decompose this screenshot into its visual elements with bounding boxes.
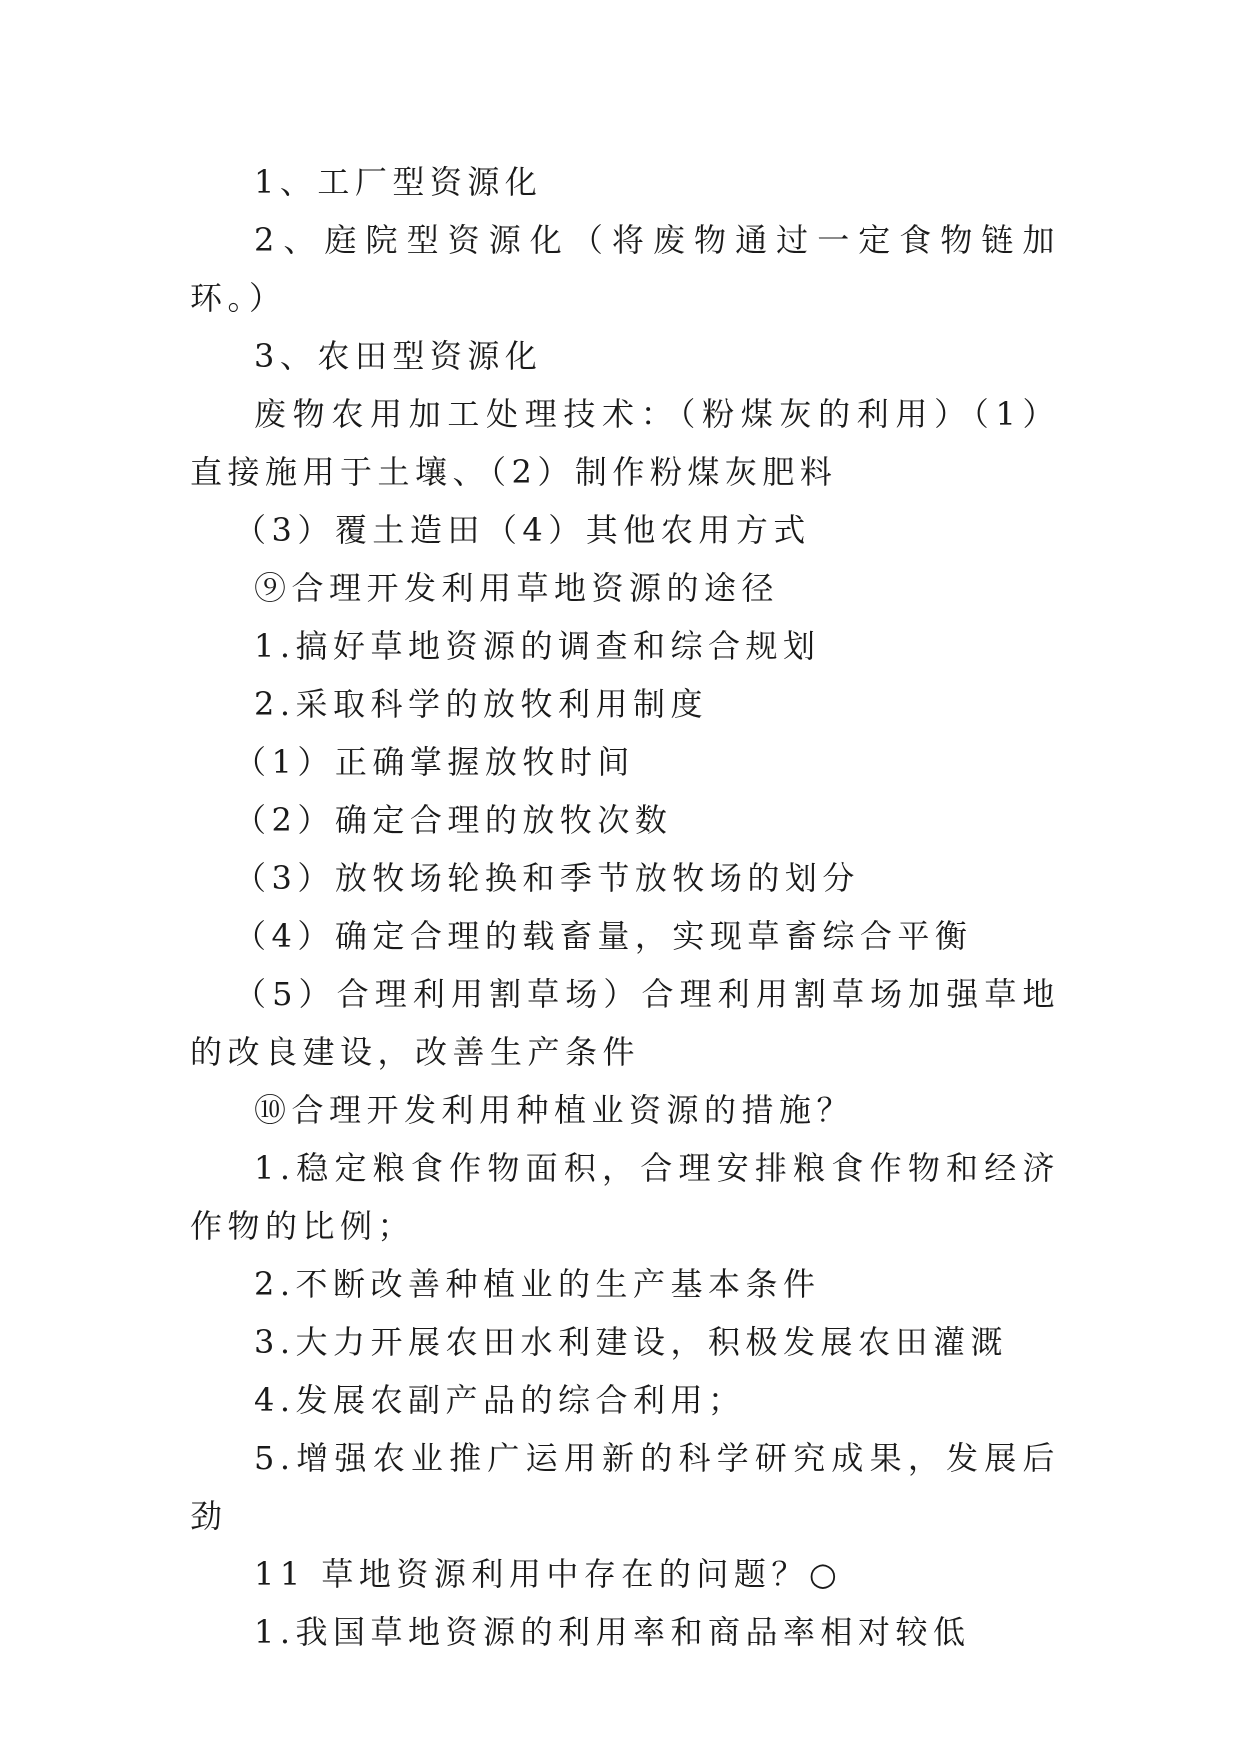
paragraph-5: （3）覆土造田（4）其他农用方式	[234, 511, 811, 549]
paragraph-14: ⑩合理开发利用种植业资源的措施？	[254, 1091, 855, 1129]
paragraph-11: （3）放牧场轮换和季节放牧场的划分	[234, 859, 860, 897]
paragraph-10: （2）确定合理的放牧次数	[234, 801, 673, 839]
paragraph-3: 3、农田型资源化	[254, 337, 543, 375]
paragraph-8: 2.采取科学的放牧利用制度	[254, 685, 709, 723]
paragraph-7: 1.搞好草地资源的调查和综合规划	[254, 627, 821, 665]
paragraph-15: 1.稳定粮食作物面积，合理安排粮食作物和经济作物的比例；	[190, 1149, 1060, 1245]
document-body	[190, 153, 1060, 1661]
paragraph-1: 1、工厂型资源化	[254, 163, 543, 201]
paragraph-4: 废物农用加工处理技术：（粉煤灰的利用）（1）直接施用于土壤、（2）制作粉煤灰肥料	[190, 395, 1060, 491]
paragraph-17: 3.大力开展农田水利建设，积极发展农田灌溉	[254, 1323, 1009, 1361]
paragraph-16: 2.不断改善种植业的生产基本条件	[254, 1265, 821, 1303]
paragraph-6: ⑨合理开发利用草地资源的途径	[254, 569, 780, 607]
paragraph-2: 2、庭院型资源化（将废物通过一定食物链加环。）	[190, 221, 1060, 317]
paragraph-21: 1.我国草地资源的利用率和商品率相对较低	[254, 1613, 971, 1651]
paragraph-13: （5）合理利用割草场）合理利用割草场加强草地的改良建设，改善生产条件	[190, 975, 1060, 1071]
paragraph-12: （4）确定合理的载畜量，实现草畜综合平衡	[234, 917, 973, 955]
paragraph-9: （1）正确掌握放牧时间	[234, 743, 635, 781]
paragraph-18: 4.发展农副产品的综合利用；	[254, 1381, 746, 1419]
paragraph-20: 11 草地资源利用中存在的问题？○	[254, 1555, 843, 1593]
paragraph-19: 5.增强农业推广运用新的科学研究成果，发展后劲	[190, 1439, 1060, 1535]
